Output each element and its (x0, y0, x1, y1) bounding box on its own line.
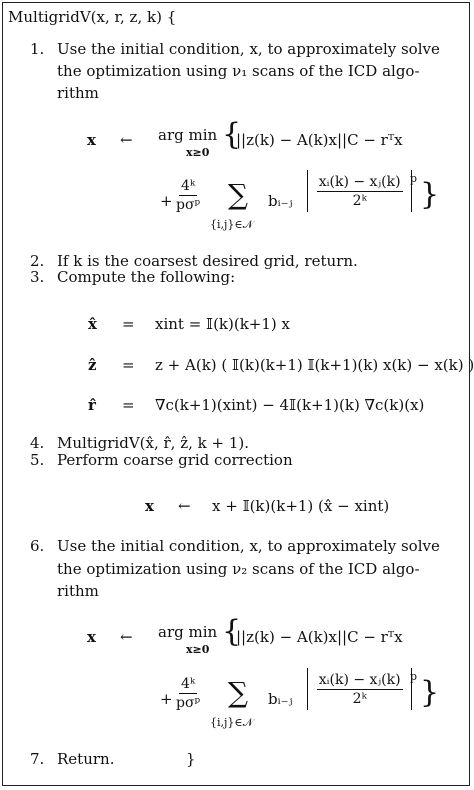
opt2-term1: ||z(k) − A(k)x||C − rᵀx (236, 628, 403, 646)
opt1-frac-num: xᵢ(k) − xⱼ(k) (318, 173, 401, 190)
compute-row-2-lhs: ẑ (88, 356, 97, 374)
algorithm-close-brace: } (186, 750, 196, 768)
opt1-frac (317, 174, 403, 209)
opt1-argmin: arg min (158, 126, 218, 144)
opt1-term1: ||z(k) − A(k)x||C − rᵀx (236, 131, 403, 149)
step-1-line-1: Use the initial condition, x, to approximately solve (57, 40, 440, 58)
step-1-line-3: rithm (57, 84, 99, 102)
compute-row-2-eq: = (122, 356, 135, 374)
opt1-b: bᵢ₋ⱼ (268, 192, 293, 210)
step-5-number: 5. (30, 451, 45, 469)
opt2-frac-num: xᵢ(k) − xⱼ(k) (318, 671, 401, 688)
opt1-open-brace: { (222, 117, 242, 152)
step-6-line-1: Use the initial condition, x, to approximately solve (57, 537, 440, 555)
opt1-power: p (410, 172, 418, 185)
step-3-text: Compute the following: (57, 268, 236, 286)
step-2-number: 2. (30, 252, 45, 270)
opt2-power: p (410, 670, 418, 683)
compute-row-3-lhs: r̂ (88, 396, 96, 414)
opt2-frac (317, 672, 403, 707)
step-1-number: 1. (30, 40, 45, 58)
step-6-line-3: rithm (57, 582, 99, 600)
opt2-arrow: ← (120, 628, 133, 646)
opt2-argmin: arg min (158, 623, 218, 641)
opt1-coef-num: 4ᵏ (181, 178, 196, 194)
correction-rhs: x + 𝕀(k)(k+1) (x̂ − xint) (212, 497, 390, 515)
opt2-abs-left (307, 668, 308, 710)
step-1-line-2: the optimization using ν₁ scans of the ICD algo- (57, 62, 420, 80)
opt2-coef-den: pσᵖ (176, 695, 201, 711)
opt1-arrow: ← (120, 131, 133, 149)
opt2-argmin-sub: x≥0 (186, 643, 210, 656)
opt2-b: bᵢ₋ⱼ (268, 690, 293, 708)
opt1-sum-sub: {i,j}∈𝒩 (210, 218, 254, 231)
opt1-coef-den: pσᵖ (176, 197, 201, 213)
opt1-plus: + (160, 192, 173, 210)
opt1-close-brace: } (420, 177, 440, 212)
compute-row-1-rhs: xint = 𝕀(k)(k+1) x (155, 315, 290, 333)
opt1-coef (174, 178, 202, 213)
opt1-sum: ∑ (228, 178, 248, 211)
step-7-text: Return. (57, 750, 115, 768)
opt2-close-brace: } (420, 675, 440, 710)
opt2-sum: ∑ (228, 676, 248, 709)
step-3-number: 3. (30, 268, 45, 286)
step-7-number: 7. (30, 750, 45, 768)
opt2-plus: + (160, 690, 173, 708)
opt1-argmin-sub: x≥0 (186, 146, 210, 159)
step-4-text: MultigridV(x̂, r̂, ẑ, k + 1). (57, 434, 249, 452)
step-4-number: 4. (30, 434, 45, 452)
compute-row-1-eq: = (122, 315, 135, 333)
opt2-lhs: x (87, 628, 96, 646)
correction-lhs: x (145, 497, 154, 515)
step-6-line-2: the optimization using ν₂ scans of the ICD algo- (57, 560, 420, 578)
opt2-sum-sub: {i,j}∈𝒩 (210, 716, 254, 729)
opt2-frac-den: 2ᵏ (352, 690, 367, 707)
opt2-coef-num: 4ᵏ (181, 676, 196, 692)
opt1-frac-den: 2ᵏ (352, 192, 367, 209)
compute-row-2-rhs: z + A(k) ( 𝕀(k)(k+1) 𝕀(k+1)(k) x(k) − x(k) ) (155, 356, 474, 374)
correction-arrow: ← (178, 497, 191, 515)
compute-row-3-rhs: ∇c(k+1)(xint) − 4𝕀(k+1)(k) ∇c(k)(x) (155, 396, 425, 414)
opt2-open-brace: { (222, 614, 242, 649)
step-2-text: If k is the coarsest desired grid, return. (57, 252, 358, 270)
compute-row-3-eq: = (122, 396, 135, 414)
step-5-text: Perform coarse grid correction (57, 451, 293, 469)
opt1-lhs: x (87, 131, 96, 149)
compute-row-1-lhs: x̂ (88, 315, 97, 333)
opt2-coef (174, 676, 202, 711)
algorithm-header: MultigridV(x, r, z, k) { (8, 8, 177, 26)
step-6-number: 6. (30, 537, 45, 555)
opt1-abs-left (307, 170, 308, 212)
